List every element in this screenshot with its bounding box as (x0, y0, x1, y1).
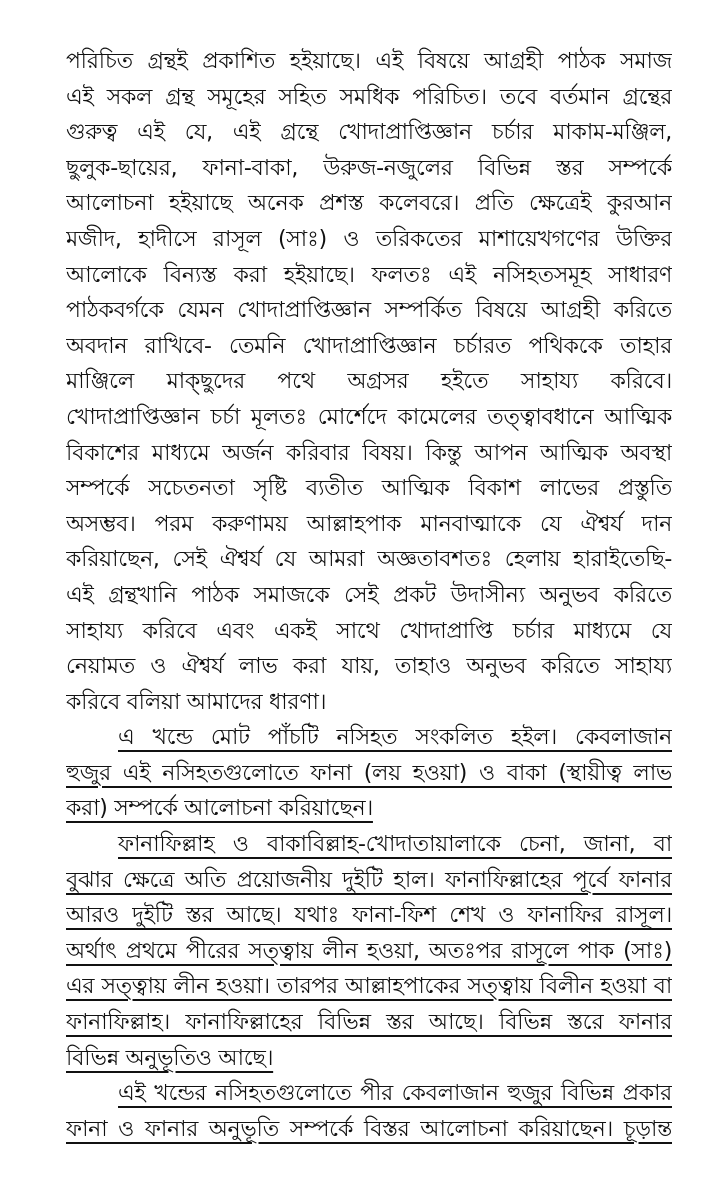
text-line: নেয়ামত ও ঐশ্বর্য লাভ করা যায়, তাহাও অনুভব করিতে সাহায্য (66, 654, 672, 680)
text-line: বিকাশের মাধ্যমে অর্জন করিবার বিষয়। কিন্তু আপন আত্মিক অবস্থা (66, 440, 672, 466)
text-line: গুরুত্ব এই যে, এই গ্রন্থে খোদাপ্রাপ্তিজ্ঞান চর্চার মাকাম-মঞ্জিল, (66, 120, 672, 146)
text-line: করা) সম্পর্কে আলোচনা করিয়াছেন। (66, 796, 373, 822)
text-line: বিভিন্ন অনুভূতিও আছে। (66, 1045, 274, 1071)
text-line: খোদাপ্রাপ্তিজ্ঞান চর্চা মূলতঃ মোর্শেদে কামেলের তত্ত্বাবধানে আত্মিক (66, 404, 672, 430)
text-line: অবদান রাখিবে- তেমনি খোদাপ্রাপ্তিজ্ঞান চর্চারত পথিককে তাহার (66, 333, 672, 359)
text-line: এই খন্ডের নসিহতগুলোতে পীর কেবলাজান হুজুর বিভিন্ন প্রকার (118, 1081, 672, 1107)
text-line: আলোকে বিন্যস্ত করা হইয়াছে। ফলতঃ এই নসিহতসমূহ সাধারণ (66, 262, 672, 288)
text-line: ফানাফিল্লাহ। ফানাফিল্লাহের বিভিন্ন স্তর আছে। বিভিন্ন স্তরে ফানার (66, 1010, 672, 1036)
paragraph (66, 1076, 672, 1147)
text-line: হুজুর এই নসিহতগুলোতে ফানা (লয় হওয়া) ও বাকা (স্থায়ীত্ব লাভ (66, 760, 672, 786)
text-line: করিবে বলিয়া আমাদের ধারণা। (66, 689, 327, 715)
text-line: এই গ্রন্থখানি পাঠক সমাজকে সেই প্রকট উদাসীন্য অনুভব করিতে (66, 582, 672, 608)
text-line: ছুলুক-ছায়ের, ফানা-বাকা, উরুজ-নজুলের বিভিন্ন স্তর সম্পর্কে (66, 155, 672, 181)
text-line: মাঞ্জিলে মাক্ছুদের পথে অগ্রসর হইতে সাহায্য করিবে। (66, 369, 672, 395)
text-line: আলোচনা হইয়াছে অনেক প্রশস্ত কলেবরে। প্রতি ক্ষেত্রেই কুরআন (66, 191, 672, 217)
text-line: করিয়াছেন, সেই ঐশ্বর্য যে আমরা অজ্ঞতাবশতঃ হেলায় হারাইতেছি- (66, 547, 672, 573)
text-line: ফানা ও ফানার অনুভূতি সম্পর্কে বিস্তর আলোচনা করিয়াছেন। চূড়ান্ত (66, 1116, 672, 1142)
text-line: এর সত্ত্বায় লীন হওয়া। তারপর আল্লাহপাকের সত্ত্বায় বিলীন হওয়া বা (66, 974, 672, 1000)
text-line: এ খন্ডে মোট পাঁচটি নসিহত সংকলিত হইল। কেবলাজান (118, 725, 672, 751)
book-page (66, 44, 672, 1147)
text-line: মজীদ, হাদীসে রাসূল (সাঃ) ও তরিকতের মাশায়েখগণের উক্তির (66, 226, 672, 252)
paragraph (66, 827, 672, 1076)
text-line: পাঠকবর্গকে যেমন খোদাপ্রাপ্তিজ্ঞান সম্পর্কিত বিষয়ে আগ্রহী করিতে (66, 298, 672, 324)
paragraph (66, 44, 672, 720)
text-line: বুঝার ক্ষেত্রে অতি প্রয়োজনীয় দুইটি হাল। ফানাফিল্লাহের পূর্বে ফানার (66, 867, 672, 893)
text-line: ফানাফিল্লাহ ও বাকাবিল্লাহ-খোদাতায়ালাকে চেনা, জানা, বা (118, 832, 672, 858)
text-line: পরিচিত গ্রন্থই প্রকাশিত হইয়াছে। এই বিষয়ে আগ্রহী পাঠক সমাজ (66, 49, 672, 74)
text-line: সাহায্য করিবে এবং একই সাথে খোদাপ্রাপ্তি চর্চার মাধ্যমে যে (66, 618, 672, 644)
text-line: সম্পর্কে সচেতনতা সৃষ্টি ব্যতীত আত্মিক বিকাশ লাভের প্রস্তুতি (66, 476, 672, 502)
text-line: আরও দুইটি স্তর আছে। যথাঃ ফানা-ফিশ শেখ ও ফানাফির রাসূল। (66, 903, 672, 929)
paragraph (66, 720, 672, 827)
text-line: এই সকল গ্রন্থ সমূহের সহিত সমধিক পরিচিত। তবে বর্তমান গ্রন্থের (66, 84, 672, 110)
text-line: অর্থাৎ প্রথমে পীরের সত্ত্বায় লীন হওয়া, অতঃপর রাসূলে পাক (সাঃ) (66, 938, 672, 964)
text-line: অসম্ভব। পরম করুণাময় আল্লাহপাক মানবাত্মাকে যে ঐশ্বর্য দান (66, 511, 672, 537)
